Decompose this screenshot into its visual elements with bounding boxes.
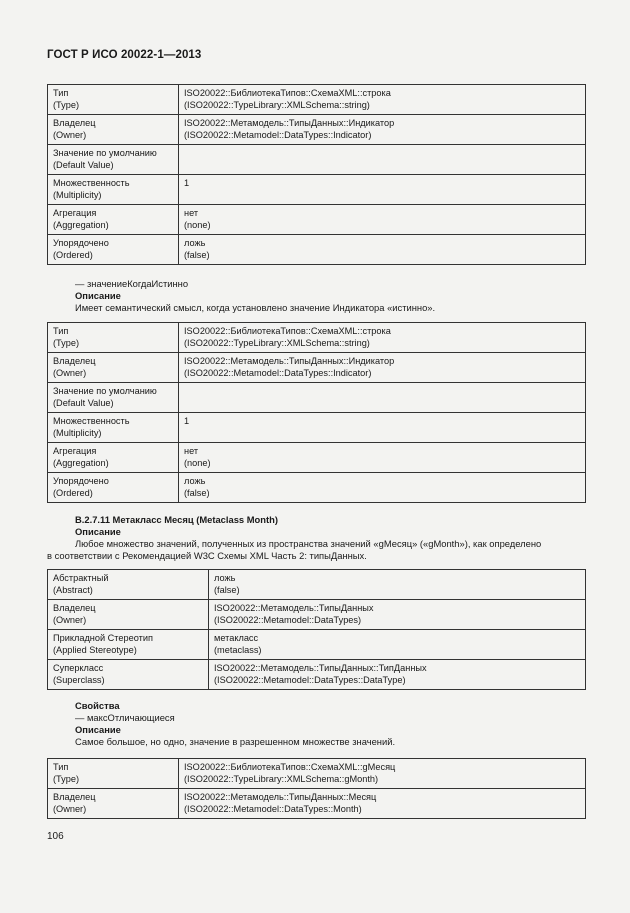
- section-title: B.2.7.11 Метакласс Месяц (Metaclass Month): [75, 514, 278, 525]
- paragraph: Имеет семантический смысл, когда установлено значение Индикатора «истинно».: [75, 302, 436, 313]
- table-row: [48, 570, 586, 600]
- table-row: [48, 759, 586, 789]
- table-row: [48, 235, 586, 265]
- table-cell: Множественность (Multiplicity): [48, 413, 179, 443]
- table-row: [48, 600, 586, 630]
- table-cell: Владелец (Owner): [48, 600, 209, 630]
- table-row: [48, 383, 586, 413]
- table-cell: Тип (Type): [48, 323, 179, 353]
- table-cell: 1: [179, 175, 586, 205]
- table-row: [48, 353, 586, 383]
- table-cell: Суперкласс (Superclass): [48, 660, 209, 690]
- paragraph: Любое множество значений, полученных из пространства значений «gМесяц» («gMonth»), как определено: [75, 538, 542, 549]
- table-row: [48, 205, 586, 235]
- table-cell: нет (none): [179, 205, 586, 235]
- table-cell: Значение по умолчанию (Default Value): [48, 145, 179, 175]
- table-row: [48, 413, 586, 443]
- table-cell: Абстрактный (Abstract): [48, 570, 209, 600]
- table-cell: [179, 145, 586, 175]
- table-row: [48, 660, 586, 690]
- table-row: [48, 473, 586, 503]
- table-cell: ISO20022::БиблиотекаТипов::СхемаXML::строка (ISO20022::TypeLibrary::XMLSchema::string): [179, 85, 586, 115]
- table-cell: Значение по умолчанию (Default Value): [48, 383, 179, 413]
- section-heading: Описание: [75, 290, 121, 301]
- table-row: [48, 630, 586, 660]
- table-cell: ложь (false): [179, 235, 586, 265]
- table-cell: ложь (false): [209, 570, 586, 600]
- table-cell: Упорядочено (Ordered): [48, 473, 179, 503]
- table-cell: Владелец (Owner): [48, 789, 179, 819]
- paragraph: Самое большое, но одно, значение в разрешенном множестве значений.: [75, 736, 396, 747]
- table-cell: ISO20022::Метамодель::ТипыДанных::Индикатор (ISO20022::Metamodel::DataTypes::Indicator): [179, 115, 586, 145]
- table-row: [48, 115, 586, 145]
- table-cell: [179, 383, 586, 413]
- table-row: [48, 85, 586, 115]
- table-row: [48, 175, 586, 205]
- property-table-4: [47, 758, 586, 819]
- table-cell: Агрегация (Aggregation): [48, 205, 179, 235]
- table-cell: ISO20022::Метамодель::ТипыДанных::Месяц (ISO20022::Metamodel::DataTypes::Month): [179, 789, 586, 819]
- table-row: [48, 789, 586, 819]
- table-cell: метакласс (metaclass): [209, 630, 586, 660]
- table-cell: Владелец (Owner): [48, 115, 179, 145]
- table-row: [48, 323, 586, 353]
- table-cell: Владелец (Owner): [48, 353, 179, 383]
- table-cell: Агрегация (Aggregation): [48, 443, 179, 473]
- page-number: 106: [47, 831, 64, 842]
- property-table-1: [47, 84, 586, 265]
- table-cell: Тип (Type): [48, 85, 179, 115]
- table-cell: ISO20022::БиблиотекаТипов::СхемаXML::gМесяц (ISO20022::TypeLibrary::XMLSchema::gMonth): [179, 759, 586, 789]
- table-cell: ISO20022::Метамодель::ТипыДанных::ТипДанных (ISO20022::Metamodel::DataTypes::DataType): [209, 660, 586, 690]
- table-cell: 1: [179, 413, 586, 443]
- document-header: ГОСТ Р ИСО 20022-1—2013: [47, 49, 202, 61]
- table-row: [48, 443, 586, 473]
- table-cell: ISO20022::Метамодель::ТипыДанных (ISO20022::Metamodel::DataTypes): [209, 600, 586, 630]
- table-cell: Множественность (Multiplicity): [48, 175, 179, 205]
- table-cell: ISO20022::БиблиотекаТипов::СхемаXML::строка (ISO20022::TypeLibrary::XMLSchema::string): [179, 323, 586, 353]
- paragraph-continuation: в соответствии с Рекомендацией W3C Схемы XML Часть 2: типыДанных.: [47, 550, 367, 561]
- section-heading: Свойства: [75, 700, 120, 711]
- metaclass-table: [47, 569, 586, 690]
- section-heading: Описание: [75, 526, 121, 537]
- table-cell: Прикладной Стереотип (Applied Stereotype): [48, 630, 209, 660]
- table-cell: Упорядочено (Ordered): [48, 235, 179, 265]
- section-heading: Описание: [75, 724, 121, 735]
- property-item: — значениеКогдаИстинно: [75, 278, 189, 289]
- property-table-2: [47, 322, 586, 503]
- table-cell: нет (none): [179, 443, 586, 473]
- table-row: [48, 145, 586, 175]
- property-item: — максОтличающиеся: [75, 712, 175, 723]
- table-cell: ложь (false): [179, 473, 586, 503]
- table-cell: ISO20022::Метамодель::ТипыДанных::Индикатор (ISO20022::Metamodel::DataTypes::Indicator): [179, 353, 586, 383]
- table-cell: Тип (Type): [48, 759, 179, 789]
